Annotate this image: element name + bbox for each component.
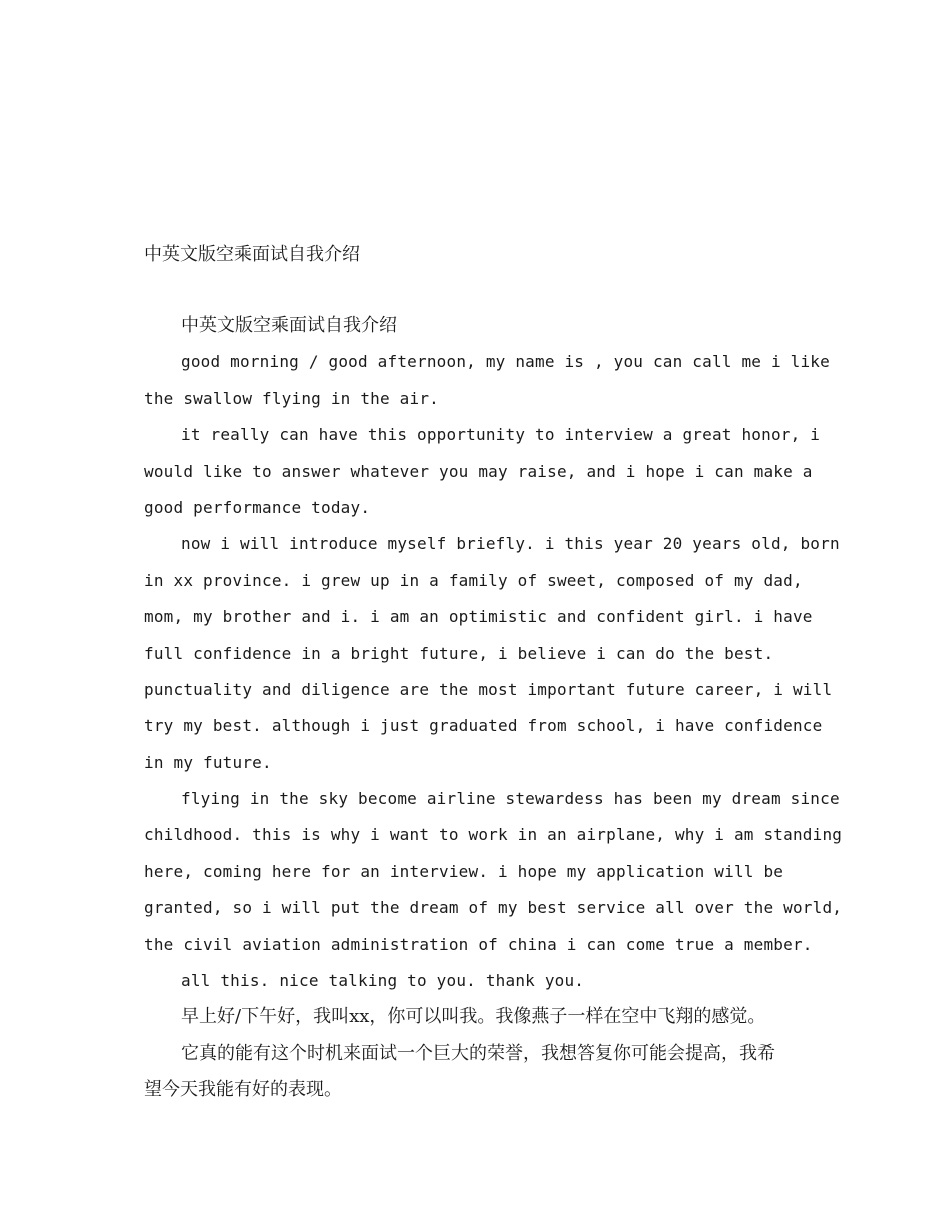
text-line: would like to answer whatever you may raise, and i hope i can make a [144,461,813,481]
text-line: try my best. although i just graduated from school, i have confidence [144,716,823,736]
text-line: here, coming here for an interview. i hope my application will be [144,861,784,881]
text-line: 它真的能有这个时机来面试一个巨大的荣誉，我想答复你可能会提高，我希 [181,1042,775,1064]
text-line: good performance today. [144,497,371,517]
text-line: 早上好/下午好，我叫xx，你可以叫我。我像燕子一样在空中飞翔的感觉。 [181,1006,766,1028]
text-line: 望今天我能有好的表现。 [144,1079,342,1101]
text-line: mom, my brother and i. i am an optimistic and confident girl. i have [144,607,813,627]
text-line: now i will introduce myself briefly. i this year 20 years old, born [181,534,840,554]
text-line: 中英文版空乘面试自我介绍 [181,315,397,336]
text-line: granted, so i will put the dream of my best service all over the world, [144,898,843,918]
text-line: the swallow flying in the air. [144,388,439,408]
text-line: the civil aviation administration of china i can come true a member. [144,934,813,954]
text-line: all this. nice talking to you. thank you. [181,971,585,991]
text-line: good morning / good afternoon, my name is , you can call me i like [181,352,830,372]
text-line: flying in the sky become airline stewardess has been my dream since [181,789,840,809]
document-title: 中英文版空乘面试自我介绍 [144,244,360,265]
document-body [144,308,843,1109]
text-line: in my future. [144,752,272,772]
text-line: childhood. this is why i want to work in an airplane, why i am standing [144,825,843,845]
text-line: full confidence in a bright future, i believe i can do the best. [144,643,774,663]
text-line: it really can have this opportunity to interview a great honor, i [181,425,821,445]
text-line: in xx province. i grew up in a family of sweet, composed of my dad, [144,570,803,590]
text-line: punctuality and diligence are the most important future career, i will [144,679,833,699]
